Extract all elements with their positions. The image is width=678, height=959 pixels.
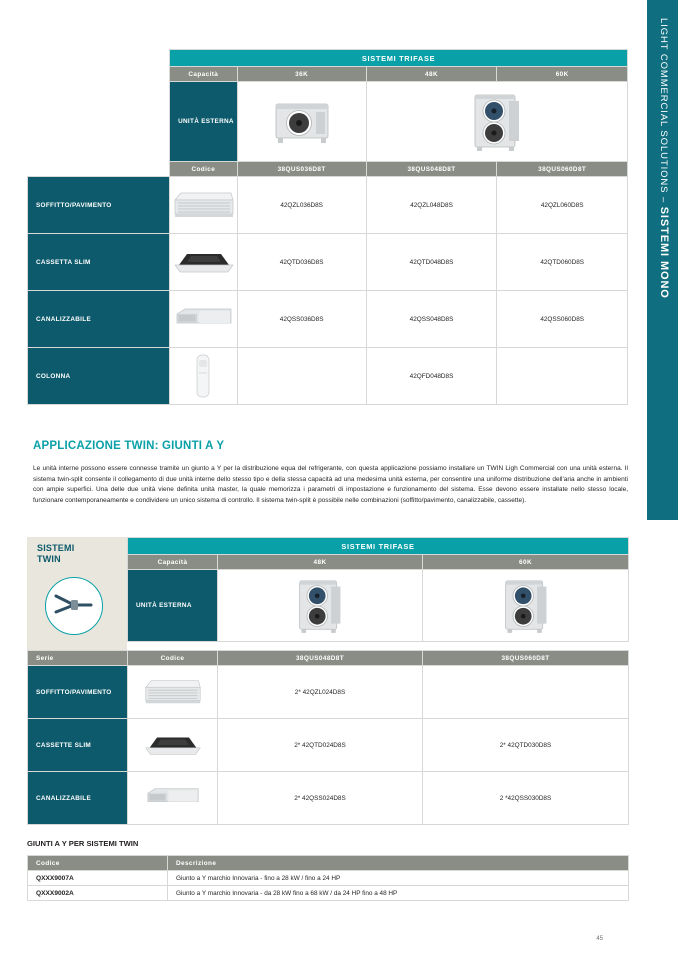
outdoor-unit-single-fan-icon	[271, 96, 333, 148]
ducted-unit-image	[170, 291, 237, 348]
twin-left-title	[37, 543, 74, 565]
twin-systems-table	[127, 537, 629, 642]
mono-systems-table	[27, 49, 628, 405]
mono-unita-esterna-label: UNITÀ ESTERNA	[170, 82, 237, 162]
ducted-unit-icon	[142, 784, 204, 812]
mono-canalizzabile-36k: 42QSS036D8S	[237, 291, 366, 348]
twin-capacita-48k: 48K	[218, 555, 423, 570]
table-row	[28, 772, 629, 825]
table-row	[128, 570, 629, 642]
twin-row-label-soffitto: SOFFITTO/PAVIMENTO	[28, 666, 128, 719]
table-row	[28, 871, 629, 886]
giunti-table	[27, 855, 629, 901]
y-joint-circle	[45, 577, 103, 635]
table-row	[28, 886, 629, 901]
mono-cassetta-36k: 42QTD036D8S	[237, 234, 366, 291]
empty-corner-4	[28, 162, 170, 177]
giunti-row-2-descrizione: Giunto a Y marchio Innovaria - da 28 kW fino a 68 kW / da 24 HP fino a 48 HP	[168, 886, 629, 901]
outdoor-unit-single-fan-image	[237, 82, 366, 162]
twin-title-line1: SISTEMI	[37, 543, 75, 553]
twin-soffitto-48k: 2* 42QZL024D8S	[218, 666, 423, 719]
twin-ducted-unit-image	[128, 772, 218, 825]
empty-corner-2	[28, 67, 170, 82]
giunti-section-title: GIUNTI A Y PER SISTEMI TWIN	[27, 839, 139, 848]
twin-cassette-unit-image	[128, 719, 218, 772]
table-row	[28, 719, 629, 772]
twin-capacita-label: Capacità	[128, 555, 218, 570]
outdoor-unit-double-fan-icon	[500, 576, 552, 636]
empty-corner	[28, 50, 170, 67]
ducted-unit-icon	[171, 304, 237, 334]
twin-codice-60k: 38QUS060D8T	[423, 651, 629, 666]
mono-colonna-48k: 42QFD048D8S	[366, 348, 497, 405]
mono-colonna-36k	[237, 348, 366, 405]
page-number: 45	[596, 936, 603, 942]
empty-corner-3	[28, 82, 170, 162]
mono-capacita-label: Capacità	[170, 67, 237, 82]
mono-canalizzabile-60k: 42QSS060D8S	[497, 291, 628, 348]
floor-standing-unit-image	[170, 348, 237, 405]
mono-capacita-60k: 60K	[497, 67, 628, 82]
twin-cassette-60k: 2* 42QTD030D8S	[423, 719, 629, 772]
floor-standing-unit-icon	[191, 353, 215, 399]
table-row	[28, 666, 629, 719]
y-joint-icon	[46, 578, 100, 632]
cassette-unit-icon	[171, 245, 237, 279]
giunti-row-1-codice: QXXX9007A	[28, 871, 168, 886]
mono-header-title: SISTEMI TRIFASE	[170, 50, 628, 67]
table-row	[28, 82, 628, 162]
mono-soffitto-48k: 42QZL048D8S	[366, 177, 497, 234]
giunti-header-codice: Codice	[28, 856, 168, 871]
twin-canalizzabile-48k: 2* 42QSS024D8S	[218, 772, 423, 825]
giunti-row-1-descrizione: Giunto a Y marchio Innovaria - fino a 28 kW / fino a 24 HP	[168, 871, 629, 886]
side-tab-light-label: LIGHT COMMERCIAL SOLUTIONS –	[658, 18, 669, 207]
mono-cassetta-60k: 42QTD060D8S	[497, 234, 628, 291]
side-tab	[647, 0, 678, 520]
twin-codice-48k: 38QUS048D8T	[218, 651, 423, 666]
twin-serie-label: Serie	[28, 651, 128, 666]
twin-row-label-cassette: CASSETTE SLIM	[28, 719, 128, 772]
table-row	[28, 177, 628, 234]
table-row	[28, 856, 629, 871]
twin-row-label-canalizzabile: CANALIZZABILE	[28, 772, 128, 825]
table-row	[128, 555, 629, 570]
table-row	[28, 348, 628, 405]
table-row	[28, 67, 628, 82]
mono-soffitto-36k: 42QZL036D8S	[237, 177, 366, 234]
twin-ceiling-floor-unit-image	[128, 666, 218, 719]
twin-section-title: APPLICAZIONE TWIN: GIUNTI A Y	[33, 440, 225, 452]
outdoor-unit-double-fan-icon	[294, 576, 346, 636]
mono-codice-label: Codice	[170, 162, 237, 177]
outdoor-unit-double-fan-icon	[469, 91, 525, 153]
twin-outdoor-unit-60k-image	[423, 570, 629, 642]
mono-cassetta-48k: 42QTD048D8S	[366, 234, 497, 291]
mono-capacita-36k: 36K	[237, 67, 366, 82]
table-row	[28, 291, 628, 348]
giunti-header-descrizione: Descrizione	[168, 856, 629, 871]
table-row	[28, 234, 628, 291]
cassette-unit-image	[170, 234, 237, 291]
twin-outdoor-unit-48k-image	[218, 570, 423, 642]
mono-row-label-canalizzabile: CANALIZZABILE	[28, 291, 170, 348]
cassette-unit-icon	[142, 729, 204, 761]
mono-canalizzabile-48k: 42QSS048D8S	[366, 291, 497, 348]
ceiling-floor-unit-icon	[142, 676, 204, 708]
twin-products-table	[27, 650, 629, 825]
twin-header-title: SISTEMI TRIFASE	[128, 538, 629, 555]
twin-title-line2: TWIN	[37, 554, 61, 564]
table-row	[28, 162, 628, 177]
mono-codice-48k: 38QUS048D8T	[366, 162, 497, 177]
twin-codice-label: Codice	[128, 651, 218, 666]
mono-codice-36k: 38QUS036D8T	[237, 162, 366, 177]
twin-cassette-48k: 2* 42QTD024D8S	[218, 719, 423, 772]
mono-row-label-colonna: COLONNA	[28, 348, 170, 405]
ceiling-floor-unit-icon	[171, 188, 237, 222]
table-row	[128, 538, 629, 555]
ceiling-floor-unit-image	[170, 177, 237, 234]
side-tab-text	[658, 18, 670, 299]
table-row	[28, 651, 629, 666]
mono-row-label-cassetta: CASSETTA SLIM	[28, 234, 170, 291]
mono-codice-60k: 38QUS060D8T	[497, 162, 628, 177]
mono-soffitto-60k: 42QZL060D8S	[497, 177, 628, 234]
twin-unita-esterna-label: UNITÀ ESTERNA	[128, 570, 218, 642]
mono-capacita-48k: 48K	[366, 67, 497, 82]
twin-soffitto-60k	[423, 666, 629, 719]
giunti-row-2-codice: QXXX9002A	[28, 886, 168, 901]
twin-canalizzabile-60k: 2 *42QSS030D8S	[423, 772, 629, 825]
outdoor-unit-double-fan-image	[366, 82, 627, 162]
twin-section-paragraph: Le unità interne possono essere connesse tramite un giunto a Y per la distribuzione equa del refrigerante, con questa applicazione possiamo installare un TWIN Ligh Commercial con una unità esterna. Il sistema twin-split consente il collegamento di due unità interne dello stesso tipo e della stessa capacità ad una medesima unità esterna, per consentire una uniforme distribuzione dell'aria anche in ambienti con ampie superfici. Una delle due unità viene definita unità master, la quale memorizza i parametri di impostazione e funzionamento del sistema. Esse devono essere installate nello stesso locale, funzionare contemporaneamente e condividere un unico sistema di controllo. Il sistema twin-split è possibile nelle combinazioni (soffitto/pavimento, canalizzabile, cassette).	[33, 465, 628, 504]
mono-row-label-soffitto: SOFFITTO/PAVIMENTO	[28, 177, 170, 234]
side-tab-bold-label: SISTEMI MONO	[658, 206, 670, 299]
table-row	[28, 50, 628, 67]
mono-colonna-60k	[497, 348, 628, 405]
twin-capacita-60k: 60K	[423, 555, 629, 570]
